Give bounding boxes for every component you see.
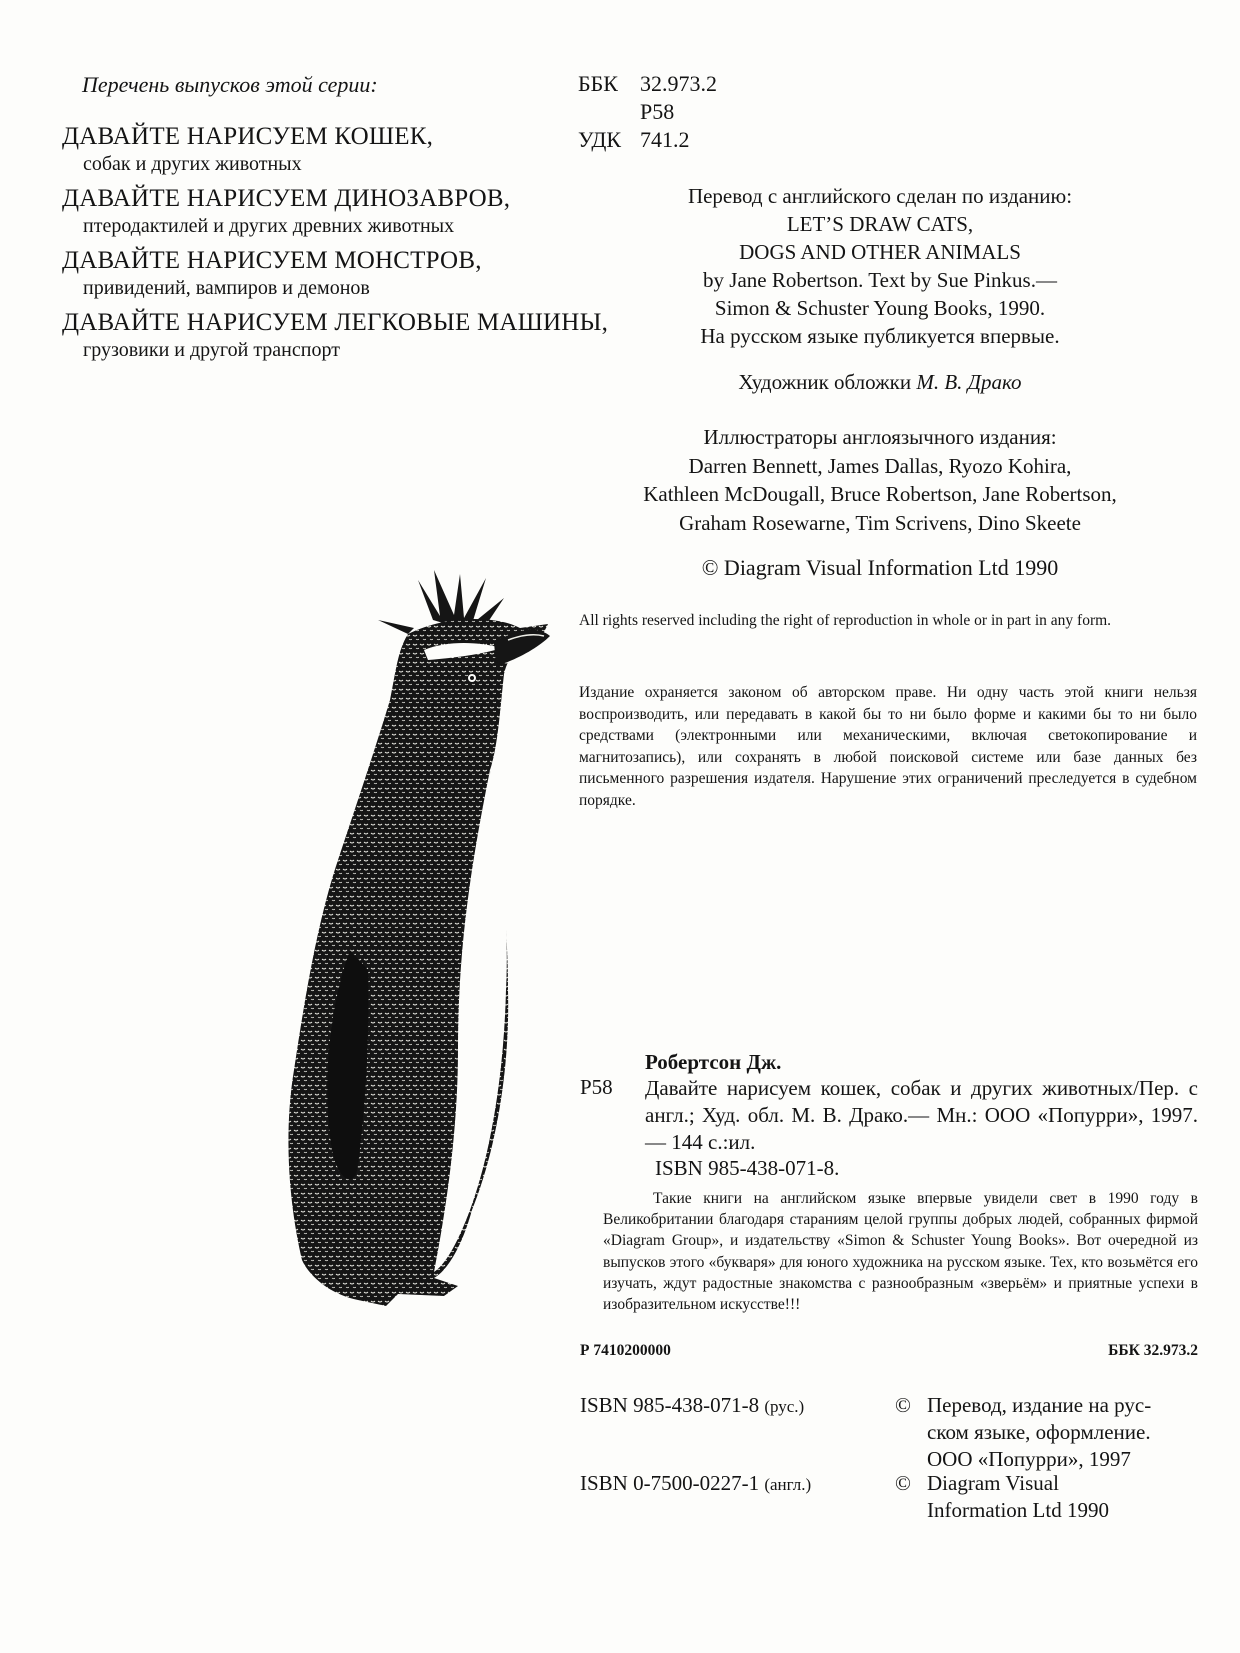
illustrators xyxy=(560,423,1200,537)
isbn-russian xyxy=(580,1392,804,1420)
record-author: Робертсон Дж. xyxy=(645,1050,782,1074)
cover-artist xyxy=(560,370,1200,395)
translation-credits xyxy=(560,182,1200,350)
record-isbn: ISBN 985-438-071-8. xyxy=(655,1156,840,1180)
annotation: Такие книги на английском языке впервые увидели свет в 1990 году в Великобритании благодаря стараниям целой группы добрых людей, собранных фирмой «Diagram Group», и издательству «Simon & Schuster Young Books». Вот очередной из выпусков этого «букваря» для юного художника на русском языке. Тех, кто возьмётся его изучать, ждут радостные знакомства с разнообразным «зверьём» и приятные успехи в изобразительном искусстве!!! xyxy=(603,1190,1198,1314)
copyright-en-line: Information Ltd 1990 xyxy=(927,1498,1109,1522)
copyright-ru-line: Перевод, издание на рус- xyxy=(927,1393,1152,1417)
cover-artist-name: М. В. Драко xyxy=(916,370,1022,394)
copyright-symbol: © xyxy=(895,1393,911,1417)
series-subtitle: собак и других животных xyxy=(83,153,302,175)
copyright-ru-line: ООО «Попурри», 1997 xyxy=(927,1447,1131,1471)
series-title: ДАВАЙТЕ НАРИСУЕМ МОНСТРОВ, xyxy=(62,247,482,274)
penguin-illustration xyxy=(258,570,588,1375)
record-body: Давайте нарисуем кошек, собак и других животных/Пер. с англ.; Худ. обл. М. В. Драко.— Мн.: ООО «Попурри», 1997.— 144 с.:ил. xyxy=(645,1076,1198,1154)
series-subtitle: привидений, вампиров и демонов xyxy=(83,277,370,299)
copyright-notice: © Diagram Visual Information Ltd 1990 xyxy=(701,555,1059,580)
copyright-russian xyxy=(895,1392,1200,1473)
bbk-value: 32.973.2 xyxy=(640,71,717,96)
series-list xyxy=(62,122,609,370)
isbn-en-number: ISBN 0-7500-0227-1 xyxy=(580,1471,760,1495)
series-title: ДАВАЙТЕ НАРИСУЕМ ДИНОЗАВРОВ, xyxy=(62,185,511,212)
footer-code-left: Р 7410200000 xyxy=(580,1342,671,1359)
isbn-ru-tag: (рус.) xyxy=(764,1397,805,1416)
credits-line: LET’S DRAW CATS, xyxy=(786,212,974,236)
series-item xyxy=(62,308,609,363)
series-heading: Перечень выпусков этой серии: xyxy=(82,72,378,97)
illustrators-line: Kathleen McDougall, Bruce Robertson, Jane Robertson, xyxy=(643,482,1117,506)
author-mark: Р58 xyxy=(640,99,675,124)
credits-line: Перевод с английского сделан по изданию: xyxy=(687,184,1073,208)
credits-line: by Jane Robertson. Text by Sue Pinkus.— xyxy=(703,268,1057,292)
copyright-en-line: Diagram Visual xyxy=(927,1471,1059,1495)
classification-codes xyxy=(578,70,717,154)
credits-line: На русском языке публикуется впервые. xyxy=(700,324,1060,348)
credits-line: DOGS AND OTHER ANIMALS xyxy=(739,240,1021,264)
credits-line: Simon & Schuster Young Books, 1990. xyxy=(714,296,1046,320)
rights-russian: Издание охраняется законом об авторском праве. Ни одну часть этой книги нельзя воспроизводить, или передавать в какой бы то ни было форме и какими бы то ни было средствами (электронными или механическими, включая светокопирование и магнитозапись), или сохранять в любой поисковой системе или базе данных без письменного разрешения издателя. Нарушение этих ограничений преследуется в судебном порядке. xyxy=(579,684,1197,809)
bbk-label: ББК xyxy=(578,71,618,96)
copyright-symbol: © xyxy=(895,1471,911,1495)
series-item xyxy=(62,184,602,239)
illustrators-line: Graham Rosewarne, Tim Scrivens, Dino Skeete xyxy=(679,510,1081,535)
series-title: ДАВАЙТЕ НАРИСУЕМ ЛЕГКОВЫЕ МАШИНЫ, xyxy=(62,309,609,336)
isbn-en-tag: (англ.) xyxy=(764,1475,812,1494)
footer-code-right: ББК 32.973.2 xyxy=(1108,1342,1198,1359)
copyright-ru-line: ском языке, оформление. xyxy=(927,1420,1151,1444)
series-subtitle: грузовики и другой транспорт xyxy=(83,339,340,361)
series-title: ДАВАЙТЕ НАРИСУЕМ КОШЕК, xyxy=(62,123,434,150)
copyright-english xyxy=(895,1470,1200,1524)
illustrators-heading: Иллюстраторы англоязычного издания: xyxy=(703,425,1057,449)
series-item xyxy=(62,122,602,177)
udk-label: УДК xyxy=(578,127,622,152)
rights-english: All rights reserved including the right of reproduction in whole or in part in any form. xyxy=(579,612,1112,629)
record-mark: Р58 xyxy=(580,1075,613,1099)
illustrators-line: Darren Bennett, James Dallas, Ryozo Kohira, xyxy=(688,453,1072,478)
penguin-icon xyxy=(258,570,588,1370)
udk-value: 741.2 xyxy=(640,127,690,152)
isbn-english xyxy=(580,1470,811,1498)
series-item xyxy=(62,246,602,301)
isbn-ru-number: ISBN 985-438-071-8 xyxy=(580,1393,760,1417)
series-subtitle: птеродактилей и других древних животных xyxy=(83,215,455,237)
cover-artist-label: Художник обложки xyxy=(738,370,912,394)
